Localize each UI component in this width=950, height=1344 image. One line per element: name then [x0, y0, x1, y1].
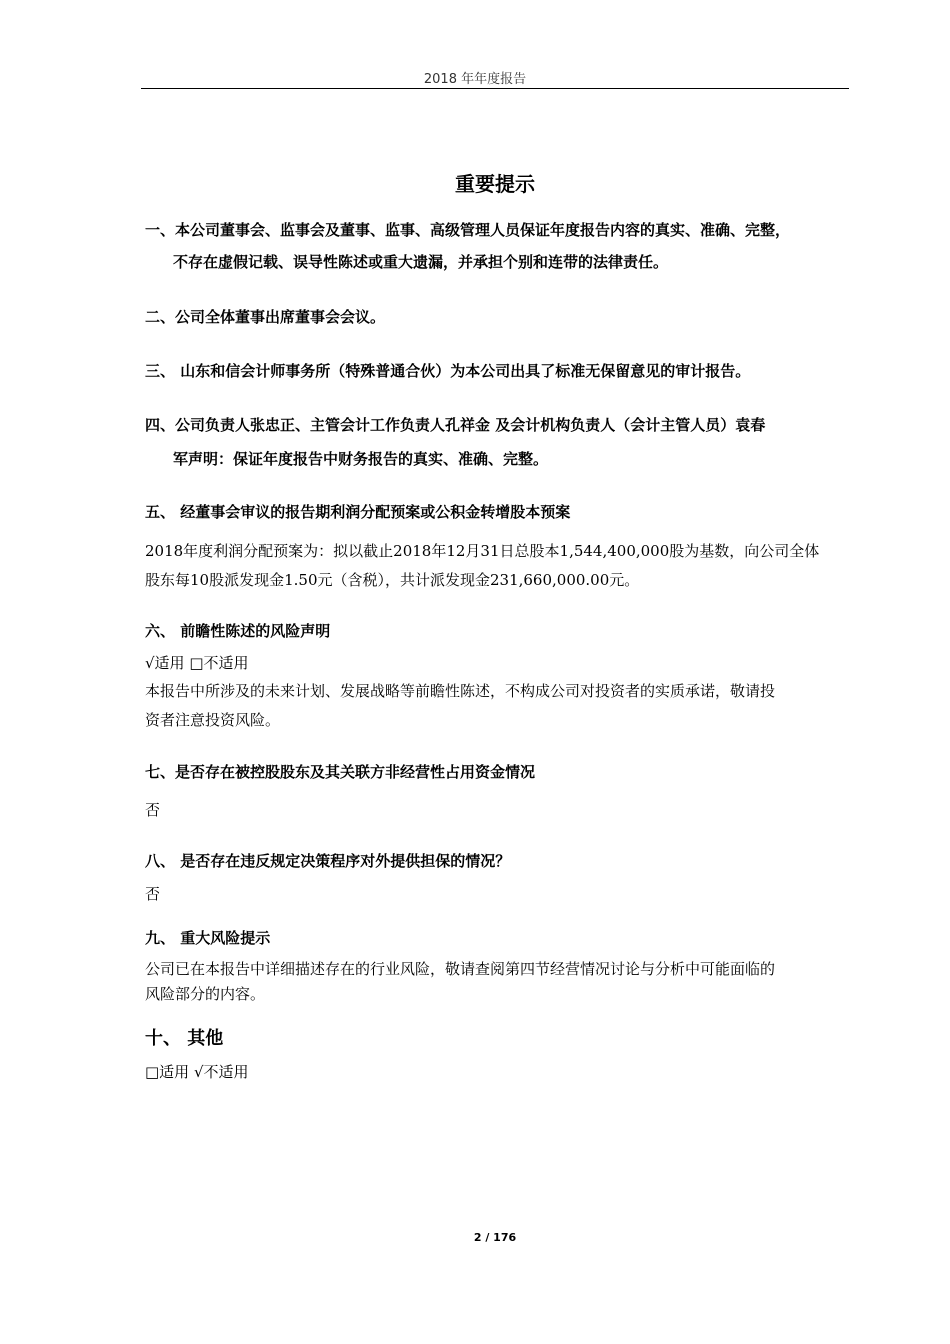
section-9-text-line-2: 风险部分的内容。	[145, 985, 266, 1003]
section-9-heading: 九、 重大风险提示	[145, 929, 271, 947]
section-5-heading: 五、 经董事会审议的报告期利润分配预案或公积金转增股本预案	[145, 503, 571, 521]
section-7-answer: 否	[145, 801, 161, 819]
page-number: 2 / 176	[473, 1231, 517, 1244]
section-6-text-line-1: 本报告中所涉及的未来计划、发展战略等前瞻性陈述，不构成公司对投资者的实质承诺，敬请投	[145, 682, 776, 700]
section-5-text-line-1: 2018年度利润分配预案为：拟以截止2018年12月31日总股本1,544,400,000股为基数，向公司全体	[145, 542, 820, 560]
section-3-line-1: 三、 山东和信会计师事务所（特殊普通合伙）为本公司出具了标准无保留意见的审计报告。	[145, 362, 751, 380]
section-8-heading: 八、 是否存在违反规定决策程序对外提供担保的情况？	[145, 852, 511, 870]
header-rule	[141, 88, 849, 89]
section-2-line-1: 二、公司全体董事出席董事会会议。	[145, 308, 386, 326]
section-7-heading: 七、是否存在被控股股东及其关联方非经营性占用资金情况	[145, 763, 536, 781]
section-4-line-2: 军声明：保证年度报告中财务报告的真实、准确、完整。	[173, 450, 549, 468]
section-6-heading: 六、 前瞻性陈述的风险声明	[145, 622, 331, 640]
running-header: 2018 年年度报告	[423, 72, 527, 87]
section-10-heading: 十、 其他	[145, 1028, 224, 1049]
page-title: 重要提示	[455, 172, 535, 196]
section-4-line-1: 四、公司负责人张忠正、主管会计工作负责人孔祥金 及会计机构负责人（会计主管人员）袁春	[145, 416, 766, 434]
section-6-options: √适用 □不适用	[145, 654, 249, 672]
section-9-text-line-1: 公司已在本报告中详细描述存在的行业风险，敬请查阅第四节经营情况讨论与分析中可能面临的	[145, 960, 776, 978]
section-8-answer: 否	[145, 885, 161, 903]
section-5-text-line-2: 股东每10股派发现金1.50元（含税），共计派发现金231,660,000.00元。	[145, 571, 640, 589]
section-6-text-line-2: 资者注意投资风险。	[145, 711, 281, 729]
section-1-line-2: 不存在虚假记载、误导性陈述或重大遗漏，并承担个别和连带的法律责任。	[173, 253, 669, 271]
section-10-options: □适用 √不适用	[145, 1063, 249, 1081]
section-1-line-1: 一、本公司董事会、监事会及董事、监事、高级管理人员保证年度报告内容的真实、准确、完整，	[145, 221, 791, 239]
